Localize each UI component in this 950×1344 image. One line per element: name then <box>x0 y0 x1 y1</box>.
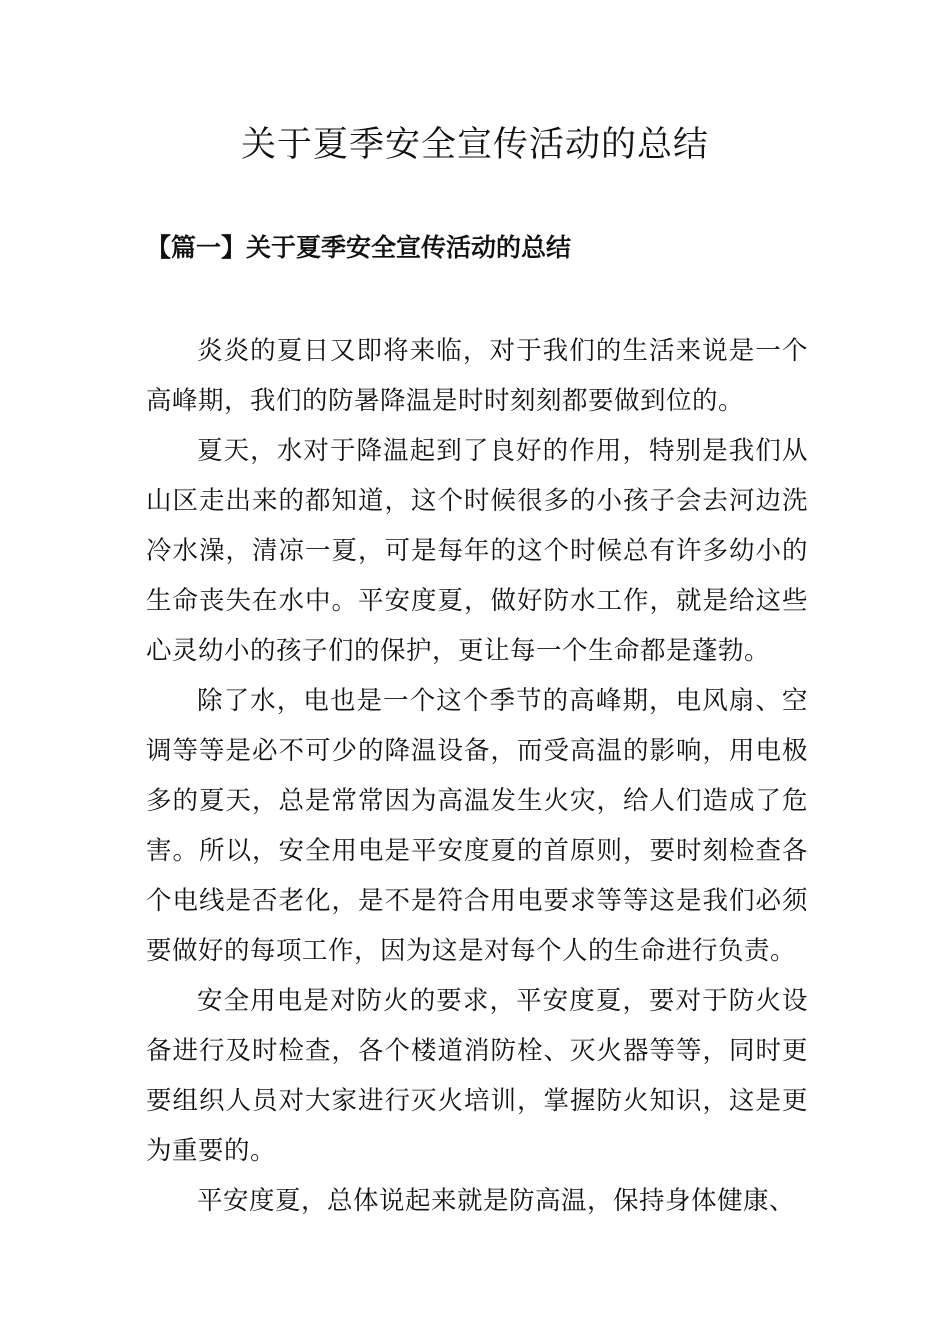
paragraph: 平安度夏，总体说起来就是防高温，保持身体健康、 <box>197 1186 796 1216</box>
paragraph: 除了水，电也是一个这个季节的高峰期，电风扇、空调等等是必不可少的降温设备，而受高温的影响，用电极多的夏天，总是常常因为高温发生火灾，给人们造成了危害。所以，安全用电是平安度夏的首原则，要时刻检查各个电线是否老化，是不是符合用电要求等等这是我们必须要做好的每项工作，因为这是对每个人的生命进行负责。 <box>146 686 808 966</box>
document-body <box>146 326 808 1226</box>
document-title: 关于夏季安全宣传活动的总结 <box>240 125 709 165</box>
paragraph: 夏天，水对于降温起到了良好的作用，特别是我们从山区走出来的都知道，这个时候很多的小孩子会去河边洗冷水澡，清凉一夏，可是每年的这个时候总有许多幼小的生命丧失在水中。平安度夏，做好防水工作，就是给这些心灵幼小的孩子们的保护，更让每一个生命都是蓬勃。 <box>146 436 808 666</box>
section-heading: 【篇一】关于夏季安全宣传活动的总结 <box>146 233 572 262</box>
paragraph: 炎炎的夏日又即将来临，对于我们的生活来说是一个高峰期，我们的防暑降温是时时刻刻都要做到位的。 <box>146 336 808 416</box>
paragraph: 安全用电是对防火的要求，平安度夏，要对于防火设备进行及时检查，各个楼道消防栓、灭火器等等，同时更要组织人员对大家进行灭火培训，掌握防火知识，这是更为重要的。 <box>146 986 808 1166</box>
